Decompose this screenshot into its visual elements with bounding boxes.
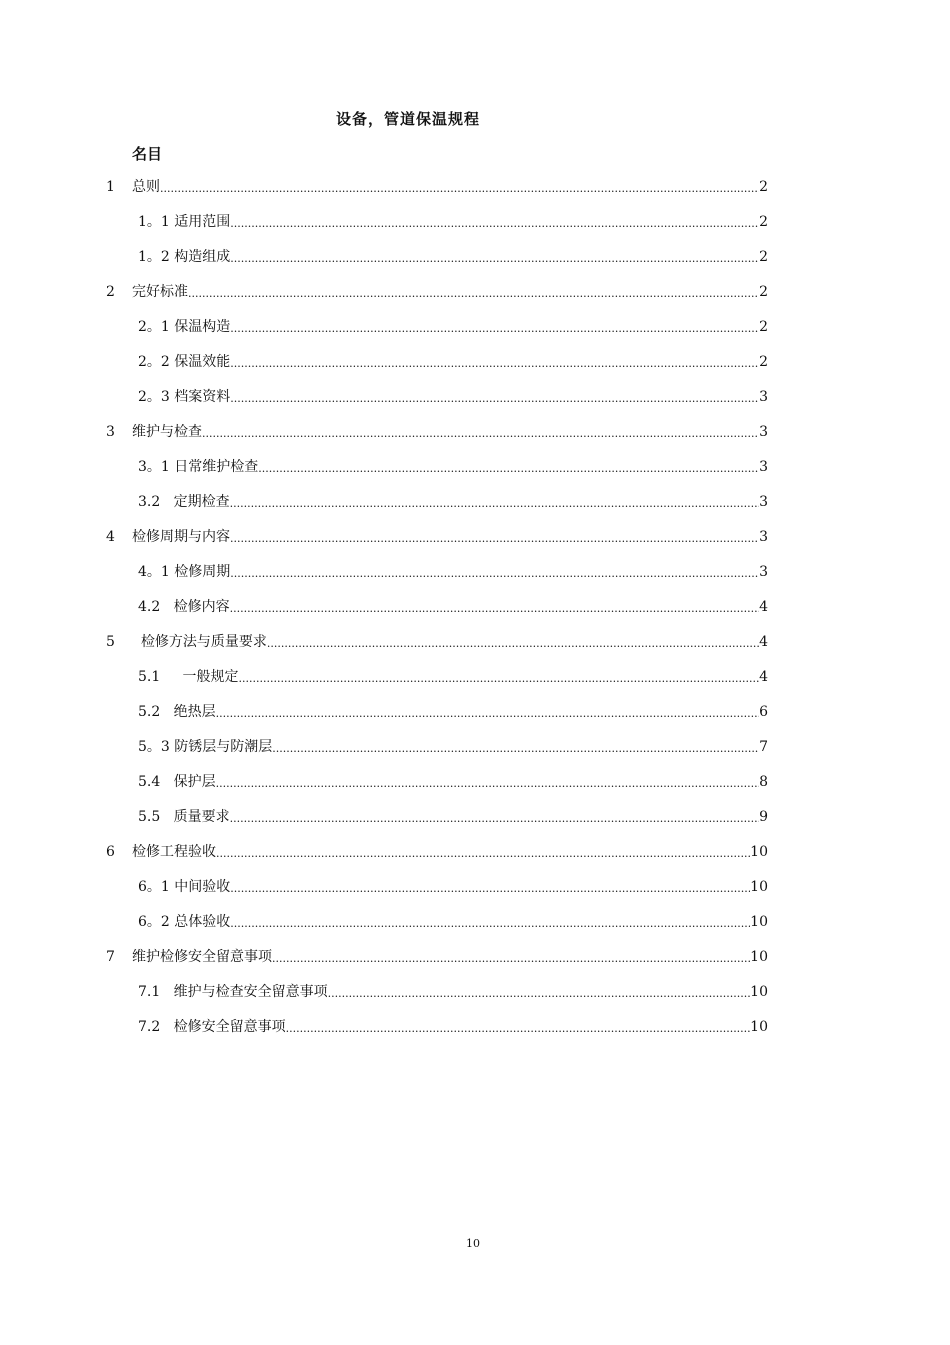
toc-entry-number: 4: [106, 529, 115, 545]
toc-entry-page: 3: [759, 494, 768, 510]
toc-dot-leader: [202, 421, 759, 445]
toc-entry-page: 4: [759, 669, 768, 685]
toc-entry[interactable]: [106, 736, 768, 771]
toc-entry-page: 6: [759, 704, 768, 720]
toc-entry-label: 质量要求: [160, 809, 230, 825]
toc-dot-leader: [230, 351, 759, 375]
toc-entry-page: 3: [759, 529, 768, 545]
toc-entry-label: 检修方法与质量要求: [132, 634, 267, 650]
toc-dot-leader: [230, 596, 759, 620]
toc-entry[interactable]: [106, 526, 768, 561]
toc-entry-number: 3.2: [138, 494, 161, 510]
toc-entry-page: 4: [759, 599, 768, 615]
toc-entry-label: 维护与检查安全留意事项: [160, 984, 328, 1000]
toc-entry-label: 档案资料: [169, 389, 231, 405]
toc-dot-leader: [216, 841, 750, 865]
toc-entry-page: 4: [759, 634, 768, 650]
toc-entry-label: 检修安全留意事项: [160, 1019, 286, 1035]
toc-dot-leader: [230, 876, 750, 900]
toc-entry-label: 维护与检查: [132, 424, 202, 440]
toc-entry-number: 1。1: [138, 214, 170, 230]
toc-entry[interactable]: [106, 351, 768, 386]
toc-entry[interactable]: [106, 176, 768, 211]
toc-entry-page: 2: [759, 214, 768, 230]
toc-entry[interactable]: [106, 596, 768, 631]
toc-dot-leader: [258, 456, 759, 480]
toc-entry[interactable]: [106, 561, 768, 596]
toc-dot-leader: [286, 1016, 751, 1040]
toc-entry-number: 6。1: [138, 879, 170, 895]
toc-entry[interactable]: [106, 911, 768, 946]
toc-entry-label: 总则: [132, 179, 160, 195]
toc-dot-leader: [230, 211, 759, 235]
toc-entry-number: 1: [106, 179, 115, 195]
toc-entry-label: 中间验收: [169, 879, 231, 895]
toc-dot-leader: [230, 316, 759, 340]
toc-dot-leader: [160, 176, 759, 200]
toc-entry-number: 3: [106, 424, 115, 440]
toc-entry[interactable]: [106, 456, 768, 491]
toc-entry-number: 7: [106, 949, 115, 965]
toc-dot-leader: [272, 946, 750, 970]
toc-entry-page: 3: [759, 424, 768, 440]
toc-entry-label: 构造组成: [169, 249, 231, 265]
toc-entry-number: 7.2: [138, 1019, 161, 1035]
toc-entry-page: 2: [759, 354, 768, 370]
toc-entry[interactable]: [106, 281, 768, 316]
toc-entry-page: 3: [759, 459, 768, 475]
toc-entry-label: 检修周期: [169, 564, 231, 580]
toc-entry-label: 一般规定: [160, 669, 239, 685]
toc-entry-label: 检修周期与内容: [132, 529, 230, 545]
toc-entry-label: 总体验收: [169, 914, 231, 930]
toc-entry[interactable]: [106, 1016, 768, 1051]
toc-entry-label: 保护层: [160, 774, 216, 790]
toc-dot-leader: [230, 911, 750, 935]
toc-entry-number: 5.1: [138, 669, 161, 685]
toc-entry-label: 保温效能: [169, 354, 231, 370]
toc-entry-page: 2: [759, 319, 768, 335]
toc-entry-number: 4。1: [138, 564, 170, 580]
toc-entry-number: 3。1: [138, 459, 170, 475]
toc-entry[interactable]: [106, 806, 768, 841]
toc-entry[interactable]: [106, 491, 768, 526]
toc-entry-page: 10: [750, 844, 768, 860]
toc-entry-label: 绝热层: [160, 704, 216, 720]
toc-dot-leader: [328, 981, 751, 1005]
toc-entry-number: 4.2: [138, 599, 161, 615]
toc-entry[interactable]: [106, 421, 768, 456]
table-of-contents: [106, 176, 768, 1051]
toc-entry-page: 3: [759, 564, 768, 580]
toc-entry-page: 3: [759, 389, 768, 405]
toc-entry-page: 2: [759, 249, 768, 265]
toc-entry-page: 10: [750, 879, 768, 895]
toc-dot-leader: [216, 701, 759, 725]
toc-entry-page: 10: [750, 984, 768, 1000]
toc-entry-number: 2。2: [138, 354, 170, 370]
document-title: 设备，管道保温规程: [335, 110, 480, 128]
toc-dot-leader: [216, 771, 759, 795]
footer-page-number: 10: [466, 1237, 480, 1250]
toc-entry[interactable]: [106, 981, 768, 1016]
toc-entry-label: 维护检修安全留意事项: [132, 949, 272, 965]
toc-entry-page: 2: [759, 179, 768, 195]
toc-entry-page: 8: [759, 774, 768, 790]
toc-dot-leader: [188, 281, 759, 305]
toc-entry-number: 7.1: [138, 984, 161, 1000]
toc-entry-number: 2。3: [138, 389, 170, 405]
toc-dot-leader: [230, 246, 759, 270]
toc-entry-number: 5。3: [138, 739, 170, 755]
toc-entry-page: 9: [759, 809, 768, 825]
toc-entry-number: 2: [106, 284, 115, 300]
toc-entry-number: 6。2: [138, 914, 170, 930]
toc-entry-label: 检修内容: [160, 599, 230, 615]
toc-entry-page: 10: [750, 949, 768, 965]
toc-entry-number: 5.2: [138, 704, 161, 720]
toc-entry-label: 检修工程验收: [132, 844, 216, 860]
toc-entry-number: 2。1: [138, 319, 170, 335]
toc-entry[interactable]: [106, 316, 768, 351]
toc-entry[interactable]: [106, 386, 768, 421]
toc-dot-leader: [230, 561, 759, 585]
toc-dot-leader: [239, 666, 760, 690]
toc-entry-page: 10: [750, 914, 768, 930]
toc-entry[interactable]: [106, 666, 768, 701]
toc-entry-label: 完好标准: [132, 284, 188, 300]
toc-entry-number: 5: [106, 634, 115, 650]
toc-entry-label: 保温构造: [169, 319, 231, 335]
toc-entry-label: 适用范围: [169, 214, 231, 230]
toc-dot-leader: [272, 736, 759, 760]
toc-entry-page: 7: [759, 739, 768, 755]
toc-entry[interactable]: [106, 246, 768, 281]
toc-entry-number: 1。2: [138, 249, 170, 265]
toc-entry[interactable]: [106, 631, 768, 666]
toc-entry-number: 6: [106, 844, 115, 860]
toc-entry-label: 定期检查: [160, 494, 230, 510]
toc-entry[interactable]: [106, 946, 768, 981]
toc-heading: 名目: [132, 145, 163, 163]
toc-entry-page: 2: [759, 284, 768, 300]
toc-entry-label: 日常维护检查: [169, 459, 259, 475]
toc-dot-leader: [230, 491, 759, 515]
toc-entry[interactable]: [106, 841, 768, 876]
toc-entry[interactable]: [106, 701, 768, 736]
toc-entry-number: 5.5: [138, 809, 161, 825]
toc-entry-number: 5.4: [138, 774, 161, 790]
toc-entry-page: 10: [750, 1019, 768, 1035]
toc-dot-leader: [230, 386, 759, 410]
toc-dot-leader: [230, 806, 759, 830]
toc-entry[interactable]: [106, 211, 768, 246]
toc-dot-leader: [230, 526, 759, 550]
toc-entry-label: 防锈层与防潮层: [169, 739, 273, 755]
toc-dot-leader: [267, 631, 759, 655]
toc-entry[interactable]: [106, 771, 768, 806]
toc-entry[interactable]: [106, 876, 768, 911]
